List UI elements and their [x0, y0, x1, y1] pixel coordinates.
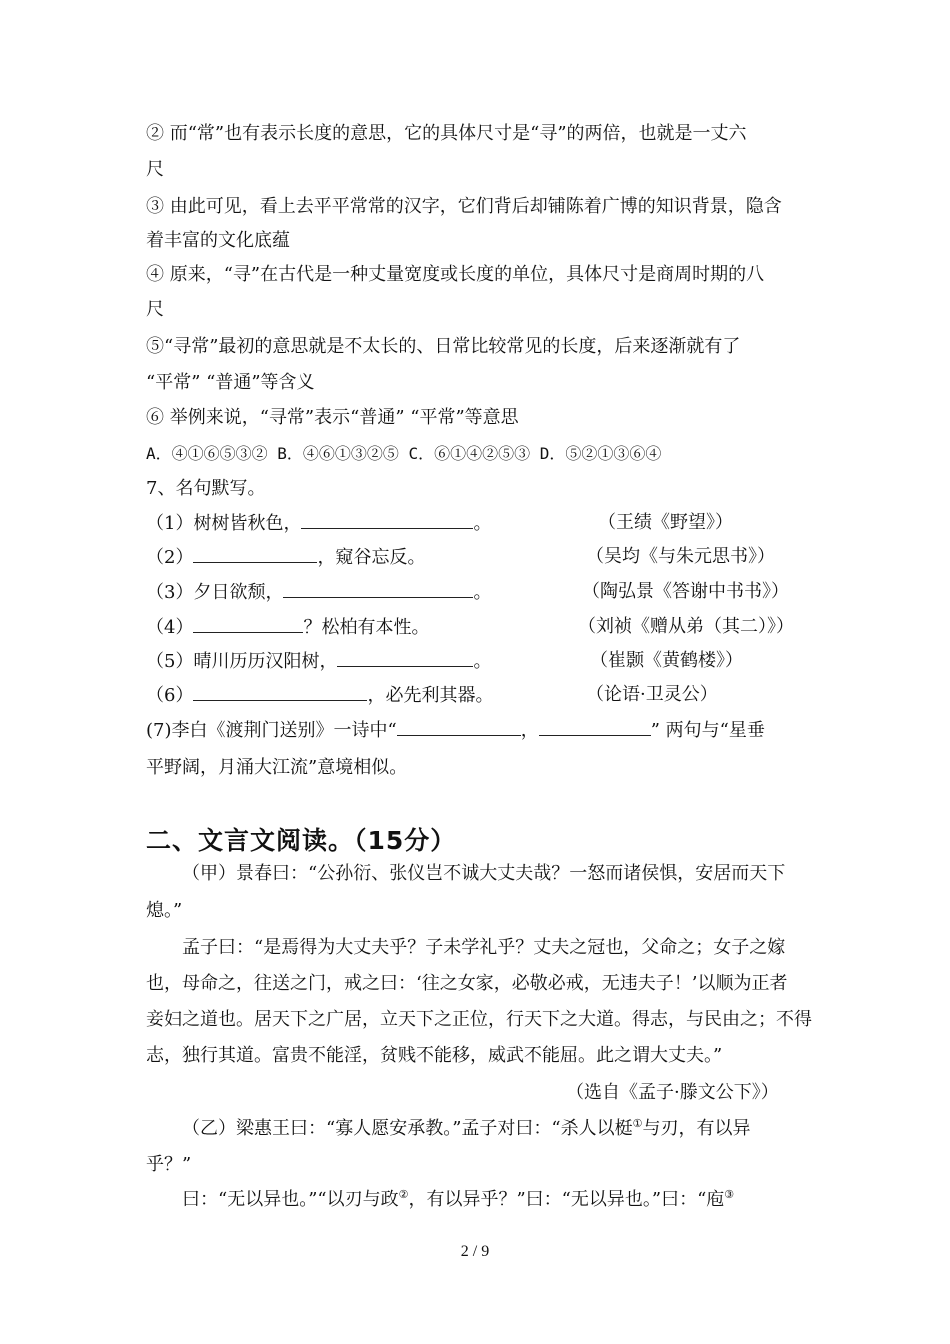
- footnote-marker-3: ③: [724, 1188, 735, 1201]
- q7-line7-suffix: ” 两句与“星垂: [650, 720, 765, 741]
- passage-b-line1-text-1: （乙）梁惠王曰：“寡人愿安承教。”孟子对曰：“杀人以梃: [182, 1118, 633, 1139]
- passage-a-line2: 熄。”: [146, 900, 183, 921]
- q7-line1-suffix: 。: [473, 513, 492, 534]
- passage-a-para2-line3: 妾妇之道也。居天下之广居，立天下之正位，行天下之大道。得志，与民由之；不得: [146, 1009, 812, 1030]
- passage-b-line2: 乎？”: [146, 1154, 192, 1175]
- sentence-5-line2: “平常” “普通”等含义: [146, 372, 315, 393]
- q7-line4-blank[interactable]: [193, 616, 303, 633]
- answer-options: A．④①⑥⑤③② B．④⑥①③②⑤ C．⑥①④②⑤③ D．⑤②①③⑥④: [146, 444, 662, 463]
- q7-line2-source: （吴均《与朱元思书》）: [586, 546, 775, 567]
- sentence-3-line2: 着丰富的文化底蕴: [146, 230, 290, 251]
- q7-line7-middle: ，: [520, 720, 539, 741]
- q7-line2-blank[interactable]: [193, 546, 317, 563]
- q7-line3-source: （陶弘景《答谢中书书》）: [582, 581, 789, 602]
- q7-line1-source: （王绩《野望》）: [598, 512, 733, 533]
- q7-line4-source: （刘祯《赠从弟（其二）》）: [578, 616, 794, 637]
- q7-line4: [146, 616, 429, 639]
- q7-line7-blank-2[interactable]: [539, 719, 651, 736]
- q7-line3-prefix: （3）夕日欲颓，: [146, 582, 284, 603]
- passage-a-para2-line4: 志，独行其道。富贵不能淫，贫贱不能移，威武不能屈。此之谓大丈夫。”: [146, 1045, 723, 1066]
- sentence-2-line1: ② 而“常”也有表示长度的意思，它的具体尺寸是“寻”的两倍，也就是一丈六: [146, 123, 747, 144]
- sentence-5-line1: ⑤“寻常”最初的意思就是不太长的、日常比较常见的长度，后来逐渐就有了: [146, 336, 741, 357]
- passage-a-para2-line2: 也，母命之，往送之门，戒之曰：‘往之女家，必敬必戒，无违夫子！’以顺为正者: [146, 973, 788, 994]
- passage-a-line1: （甲）景春曰：“公孙衍、张仪岂不诚大丈夫哉？一怒而诸侯惧，安居而天下: [182, 863, 786, 884]
- q7-line5-prefix: （5）晴川历历汉阳树，: [146, 651, 338, 672]
- passage-b-line1: [182, 1118, 750, 1140]
- q7-line3-blank[interactable]: [283, 581, 473, 598]
- footnote-marker-2: ②: [398, 1188, 409, 1201]
- passage-b-line3-text-1: 曰：“无以异也。”“以刃与政: [182, 1189, 399, 1210]
- q7-line2: [146, 546, 425, 569]
- q7-line6-blank[interactable]: [193, 684, 367, 701]
- page-number: 2 / 9: [460, 1243, 490, 1260]
- sentence-4-line2: 尺: [146, 299, 164, 320]
- section-heading: 二、文言文阅读。（15分）: [146, 826, 457, 855]
- q7-line7-blank-1[interactable]: [397, 719, 521, 736]
- q7-title: 7、名句默写。: [146, 478, 266, 499]
- q7-line5-blank[interactable]: [337, 650, 473, 667]
- passage-b-line3: [182, 1189, 734, 1211]
- q7-line3-suffix: 。: [473, 582, 492, 603]
- passage-a-source: （选自《孟子·滕文公下》）: [566, 1082, 779, 1103]
- sentence-3-line1: ③ 由此可见，看上去平平常常的汉字，它们背后却铺陈着广博的知识背景，隐含: [146, 196, 782, 217]
- q7-line5-suffix: 。: [473, 651, 492, 672]
- q7-line1-prefix: （1）树树皆秋色，: [146, 513, 302, 534]
- sentence-6: ⑥ 举例来说，“寻常”表示“普通” “平常”等意思: [146, 407, 519, 428]
- q7-line7-prefix: (7)李白《渡荆门送别》一诗中“: [146, 720, 397, 741]
- sentence-2-line2: 尺: [146, 159, 164, 180]
- q7-line5-source: （崔颢《黄鹤楼》）: [590, 650, 743, 671]
- q7-line6-suffix: ，必先利其器。: [367, 685, 494, 706]
- q7-line2-prefix: （2）: [146, 547, 194, 568]
- q7-line4-suffix: ？松柏有本性。: [303, 617, 430, 638]
- footnote-marker-1: ①: [632, 1117, 643, 1130]
- q7-line7-continued: 平野阔，月涌大江流”意境相似。: [146, 757, 408, 778]
- passage-b-line3-text-2: ，有以异乎？”曰：“无以异也。”曰：“庖: [408, 1189, 725, 1210]
- q7-line2-suffix: ，窥谷忘反。: [317, 547, 426, 568]
- q7-line6-source: （论语·卫灵公）: [586, 684, 718, 705]
- q7-line7: [146, 719, 765, 742]
- q7-line5: [146, 650, 491, 673]
- q7-line6: [146, 684, 493, 707]
- sentence-4-line1: ④ 原来，“寻”在古代是一种丈量宽度或长度的单位，具体尺寸是商周时期的八: [146, 264, 765, 285]
- q7-line3: [146, 581, 491, 604]
- q7-line1-blank[interactable]: [301, 512, 473, 529]
- passage-b-line1-text-2: 与刃，有以异: [642, 1118, 751, 1139]
- q7-line1: [146, 512, 491, 535]
- q7-line6-prefix: （6）: [146, 685, 194, 706]
- q7-line4-prefix: （4）: [146, 617, 194, 638]
- passage-a-para2-line1: 孟子曰：“是焉得为大丈夫乎？子未学礼乎？丈夫之冠也，父命之；女子之嫁: [182, 937, 786, 958]
